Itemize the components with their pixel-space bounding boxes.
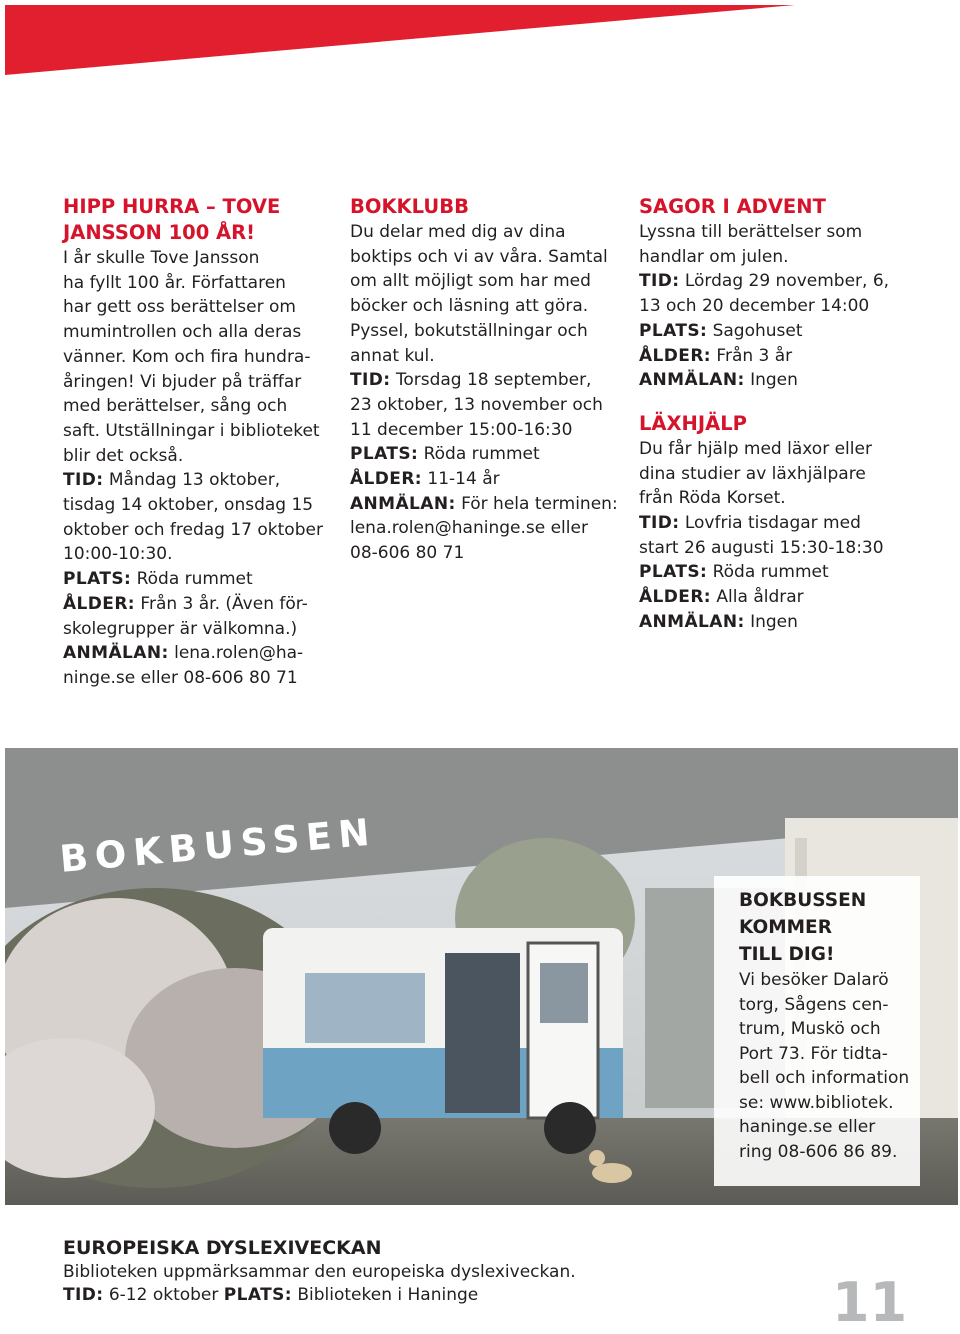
plats-row [639,319,949,344]
alder-value: Från 3 år [711,345,793,366]
dyslexi-body: Biblioteken uppmärksammar den europeiska dyslexiveckan. [63,1262,576,1282]
body-line: från Röda Korset. [639,488,786,509]
tid-row [639,511,949,536]
plats-label: PLATS: [350,444,419,465]
heading-line: HIPP HURRA – TOVE [63,195,281,218]
tid-label: TID: [63,470,104,491]
tid-value: 6-12 oktober [103,1284,224,1305]
tid-value: Lovfria tisdagar med [679,513,861,534]
body-line: blir det också. [63,445,184,466]
tid-row [350,368,625,393]
plats-label: PLATS: [639,320,708,341]
anmalan-label: ANMÄLAN: [350,493,456,514]
plats-row [639,560,949,585]
bokbussen-banner-title: BOKBUSSEN [58,810,378,881]
alder-value: Från 3 år. (Även för- [135,593,308,614]
spacer [639,393,949,411]
tid-label: TID: [63,1284,104,1305]
tid-line: 11 december 15:00-16:30 [350,419,573,440]
anmalan-label: ANMÄLAN: [639,370,745,391]
anmalan-value: Ingen [744,370,798,391]
plats-value: Röda rummet [131,569,253,590]
plats-value: Röda rummet [707,562,829,583]
body-line: åringen! Vi bjuder på träffar [63,371,302,392]
anmalan-row [639,368,949,393]
dyslexiveckan [63,1236,576,1306]
plats-value: Biblioteken i Haninge [291,1284,479,1305]
bokbussen-heading-line: BOKBUSSEN [739,890,867,911]
plats-label: PLATS: [223,1284,292,1305]
bokbussen-info [739,887,919,1164]
tid-line: 10:00-10:30. [63,544,173,565]
body-line: Du delar med dig av dina [350,222,566,242]
body-line: har gett oss berättelser om [63,297,296,318]
anmalan-value: För hela terminen: [455,493,618,514]
body-line: bell och information [739,1068,910,1088]
alder-row [639,585,949,610]
body-line: boktips och vi av våra. Samtal [350,246,608,267]
body-line: om allt möjligt som har med [350,271,591,292]
body-line: ring 08-606 86 89. [739,1141,898,1162]
heading-sagor: SAGOR I ADVENT [639,195,826,218]
bokbussen-heading-line: KOMMER [739,917,832,938]
event-sagor-laxhjalp [639,194,949,635]
body-line: dina studier av läxhjälpare [639,463,866,484]
tid-label: TID: [350,370,391,391]
anmalan-line: 08-606 80 71 [350,543,465,564]
body-line: med berättelser, sång och [63,396,288,417]
alder-line: skolegrupper är välkomna.) [63,618,298,639]
heading-laxhjalp: LÄXHJÄLP [639,411,747,435]
body-line: Port 73. För tidta- [739,1043,888,1064]
tid-value: Lördag 29 november, 6, [679,271,890,292]
body-line: annat kul. [350,345,435,366]
body-line: Pyssel, bokutställningar och [350,320,588,341]
anmalan-row [639,610,949,635]
tid-line: tisdag 14 oktober, onsdag 15 [63,495,314,516]
plats-label: PLATS: [639,562,708,583]
red-banner-stripe [0,0,960,80]
alder-row [63,592,333,617]
body-line: Du får hjälp med läxor eller [639,438,872,459]
body-line: saft. Utställningar i biblioteket [63,420,320,441]
tid-row [63,468,333,493]
plats-value: Röda rummet [418,444,540,465]
anmalan-value: lena.rolen@ha- [168,643,304,664]
tid-label: TID: [639,271,680,292]
tid-line: 23 oktober, 13 november och [350,394,603,415]
anmalan-line: lena.rolen@haninge.se eller [350,518,588,539]
bokbussen-heading-line: TILL DIG! [739,944,835,965]
tid-line: start 26 augusti 15:30-18:30 [639,537,884,558]
plats-value: Sagohuset [707,320,803,341]
body-line: torg, Sågens cen- [739,994,889,1015]
anmalan-label: ANMÄLAN: [63,643,169,664]
tid-value: Måndag 13 oktober, [103,470,281,491]
body-line: haninge.se eller [739,1117,876,1137]
plats-label: PLATS: [63,569,132,590]
event-bokklubb [350,194,625,566]
heading-line: JANSSON 100 ÅR! [63,221,256,244]
body-line: ha fyllt 100 år. Författaren [63,272,286,293]
alder-value: 11-14 år [422,469,500,490]
alder-label: ÅLDER: [639,587,712,608]
body-line: I år skulle Tove Jansson [63,248,260,268]
alder-row [350,467,625,492]
anmalan-value: Ingen [744,611,798,632]
body-line: handlar om julen. [639,246,789,267]
body-line: trum, Muskö och [739,1019,881,1039]
body-line: Lyssna till berättelser som [639,222,863,242]
body-line: böcker och läsning att göra. [350,296,589,317]
dyslexi-details [63,1284,576,1307]
plats-row [63,567,333,592]
alder-value: Alla åldrar [711,587,804,608]
tid-label: TID: [639,513,680,534]
anmalan-row [350,492,625,517]
page-number: 11 [832,1271,908,1334]
dyslexi-heading: EUROPEISKA DYSLEXIVECKAN [63,1237,382,1259]
anmalan-row [63,641,333,666]
tid-line: 13 och 20 december 14:00 [639,296,870,317]
anmalan-label: ANMÄLAN: [639,611,745,632]
tid-row [639,269,949,294]
alder-label: ÅLDER: [350,469,423,490]
body-line: vänner. Kom och fira hundra- [63,346,311,367]
tid-value: Torsdag 18 september, [390,370,592,391]
body-line: se: www.bibliotek. [739,1092,894,1113]
alder-row [639,344,949,369]
alder-label: ÅLDER: [63,593,136,614]
alder-label: ÅLDER: [639,345,712,366]
body-line: mumintrollen och alla deras [63,322,302,343]
heading-bokklubb: BOKKLUBB [350,195,469,218]
tid-line: oktober och fredag 17 oktober [63,519,323,540]
event-hipp-hurra [63,194,333,691]
anmalan-line: ninge.se eller 08-606 80 71 [63,667,298,688]
body-line: Vi besöker Dalarö [739,970,889,990]
plats-row [350,442,625,467]
